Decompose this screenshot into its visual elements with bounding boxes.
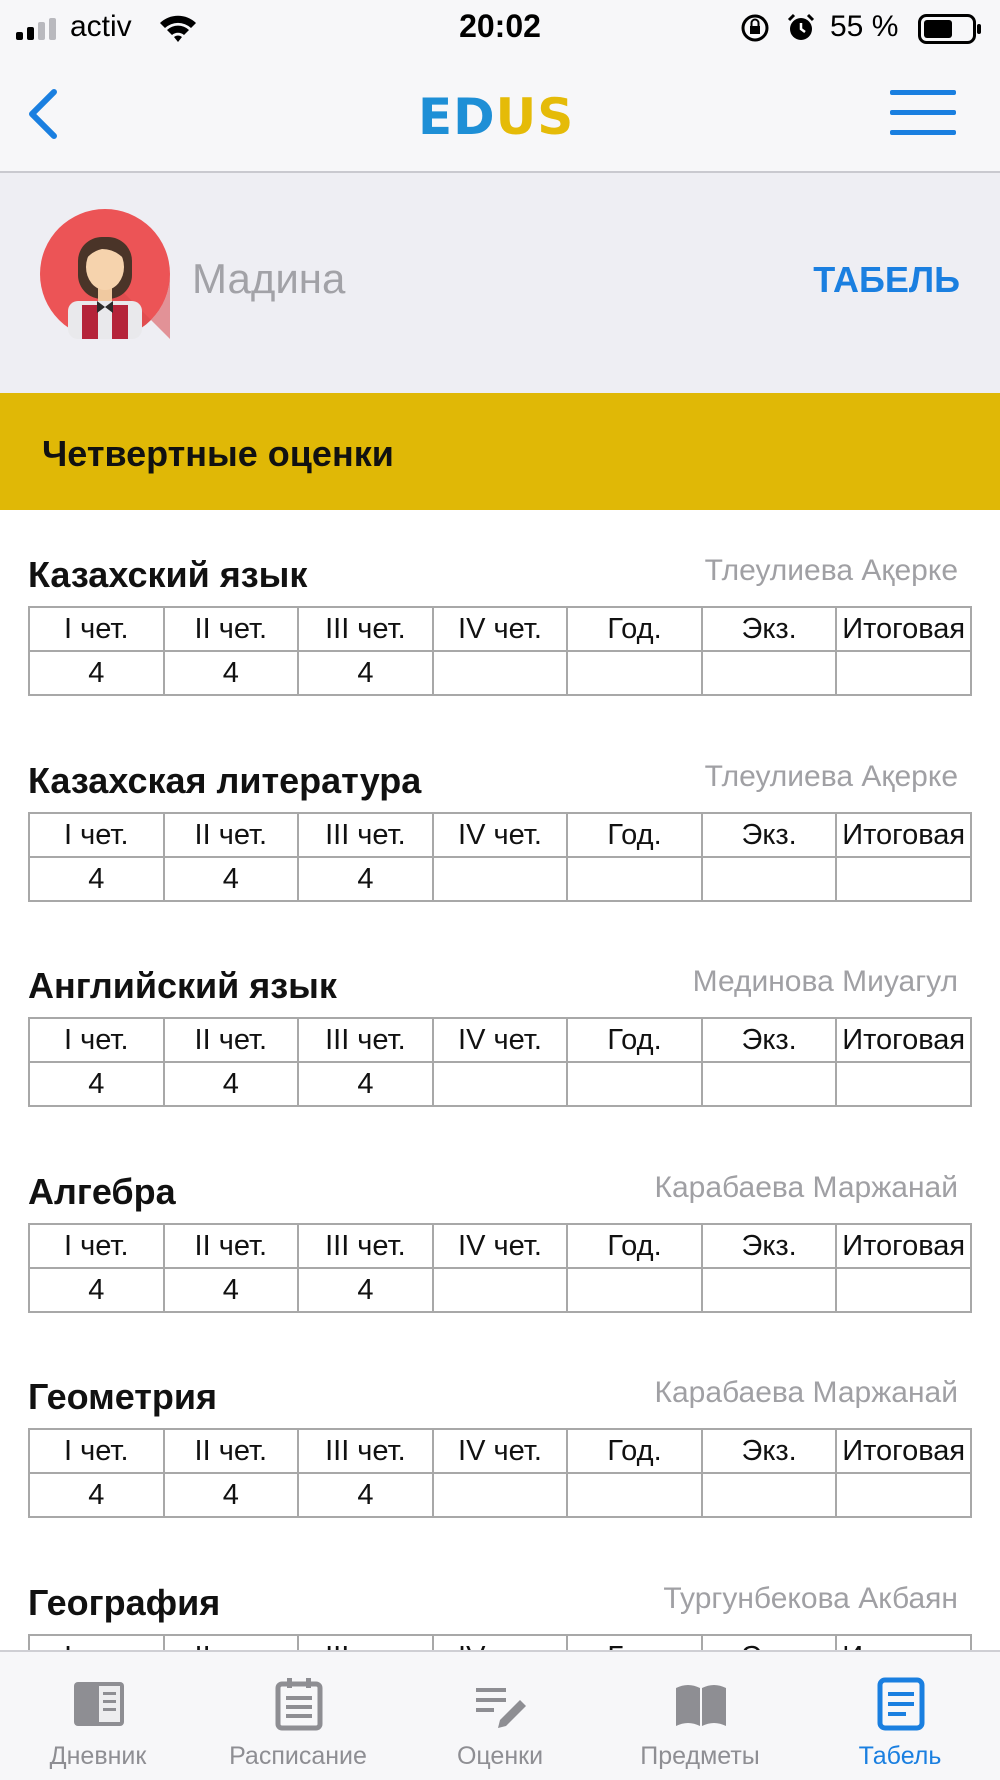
logo-text-ed: ED [418,88,496,146]
grades-table [28,1223,972,1313]
grade-cell [836,1473,971,1517]
tab-schedule[interactable] [208,1652,388,1780]
grade-cell: 4 [164,857,299,901]
grades-values-row [29,857,971,901]
back-button[interactable] [22,84,66,144]
grade-cell: 4 [298,651,433,695]
teacher-name: Тлеулиева Ақерке [704,554,958,587]
tab-subjects[interactable] [610,1652,790,1780]
column-header: Итоговая [836,1429,971,1473]
column-header: I чет. [29,813,164,857]
teacher-name: Карабаева Маржанай [654,1171,958,1204]
column-header: II чет. [164,1018,299,1062]
grade-cell: 4 [298,1473,433,1517]
grade-cell [836,651,971,695]
grade-cell [567,1062,702,1106]
column-header: Экз. [702,1224,837,1268]
grade-cell: 4 [298,857,433,901]
grade-cell [567,1473,702,1517]
column-header: III чет. [298,1224,433,1268]
grade-cell [433,1473,568,1517]
column-header: II чет. [164,1224,299,1268]
subject-card [28,1127,972,1317]
subject-name: Казахский язык [28,554,308,595]
edus-logo [418,88,574,146]
rotation-lock-icon [740,12,770,44]
subject-name: Казахская литература [28,760,422,801]
profile-header [0,173,1000,393]
subject-card [28,716,972,906]
schedule-icon [270,1676,328,1732]
subject-card [28,510,972,700]
column-header: Экз. [702,607,837,651]
column-header: I чет. [29,1018,164,1062]
grade-cell: 4 [29,857,164,901]
teacher-name: Мединова Миуагул [692,965,958,998]
tab-grades[interactable] [410,1652,590,1780]
column-header: IV чет. [433,1224,568,1268]
tab-label: Предметы [640,1742,760,1770]
grade-cell: 4 [29,1268,164,1312]
status-bar [0,0,1000,58]
column-header: III чет. [298,607,433,651]
grade-cell: 4 [298,1268,433,1312]
section-title: Четвертные оценки [42,433,394,474]
column-header: Год. [567,607,702,651]
grade-cell [567,1268,702,1312]
diary-icon [70,1676,128,1732]
column-header: II чет. [164,813,299,857]
logo-text-s: S [537,88,575,146]
column-header: II чет. [164,1429,299,1473]
teacher-name: Тлеулиева Ақерке [704,760,958,793]
column-header: I чет. [29,1224,164,1268]
carrier-name: activ [70,10,132,43]
column-header: Год. [567,1224,702,1268]
subject-name: География [28,1582,221,1623]
grade-cell: 4 [29,1473,164,1517]
tab-label: Дневник [49,1742,147,1770]
grades-header-row [29,813,971,857]
clock: 20:02 [459,8,541,44]
grade-cell [702,1062,837,1106]
grade-cell [836,1268,971,1312]
column-header: Год. [567,813,702,857]
subject-card [28,921,972,1111]
subject-name: Алгебра [28,1171,176,1212]
student-name: Мадина [192,255,346,302]
tab-diary[interactable] [8,1652,188,1780]
tab-label: Расписание [229,1742,367,1770]
book-icon [672,1676,730,1732]
column-header: Год. [567,1429,702,1473]
battery-icon [918,14,982,44]
battery-percentage: 55 % [830,10,899,43]
column-header: III чет. [298,1429,433,1473]
column-header: Экз. [702,1429,837,1473]
grade-cell [836,857,971,901]
grade-cell [433,1268,568,1312]
column-header: Экз. [702,813,837,857]
grades-header-row [29,1018,971,1062]
tab-report-card[interactable] [810,1652,990,1780]
grade-cell: 4 [164,1062,299,1106]
grade-cell [433,651,568,695]
hamburger-menu-button[interactable] [890,86,956,140]
column-header: I чет. [29,1429,164,1473]
bottom-tab-bar [0,1650,1000,1780]
grade-cell [702,1473,837,1517]
grade-cell [433,857,568,901]
teacher-name: Тургунбекова Акбаян [663,1582,958,1615]
column-header: Итоговая [836,813,971,857]
nav-header [0,58,1000,173]
teacher-name: Карабаева Маржанай [654,1376,958,1409]
subjects-list[interactable] [0,510,1000,1650]
grade-cell [433,1062,568,1106]
column-header: Итоговая [836,1018,971,1062]
column-header: Экз. [702,1018,837,1062]
grades-header-row [29,1429,971,1473]
column-header: Итоговая [836,1224,971,1268]
grade-cell: 4 [164,1268,299,1312]
grades-values-row [29,1062,971,1106]
grades-header-row [29,607,971,651]
grade-cell [567,651,702,695]
grade-cell: 4 [29,651,164,695]
grades-icon [472,1676,530,1732]
column-header: Год. [567,1018,702,1062]
grade-cell: 4 [164,651,299,695]
column-header: IV чет. [433,813,568,857]
logo-text-u: U [495,88,538,146]
grades-header-row [29,1224,971,1268]
subject-card [28,1332,972,1522]
grades-table [28,1017,972,1107]
column-header: I чет. [29,607,164,651]
column-header: Итоговая [836,607,971,651]
column-header: II чет. [164,607,299,651]
grade-cell [836,1062,971,1106]
column-header: III чет. [298,813,433,857]
grades-values-row [29,1473,971,1517]
grades-values-row [29,651,971,695]
grade-cell: 4 [298,1062,433,1106]
grade-cell [702,1268,837,1312]
grades-table [28,606,972,696]
report-card-link[interactable]: ТАБЕЛЬ [813,259,960,300]
subject-name: Английский язык [28,965,337,1006]
grades-table [28,1428,972,1518]
grades-values-row [29,1268,971,1312]
grade-cell [567,857,702,901]
tab-label: Оценки [456,1742,544,1770]
column-header: IV чет. [433,1018,568,1062]
subject-name: Геометрия [28,1376,218,1417]
student-avatar [40,209,170,339]
column-header: IV чет. [433,1429,568,1473]
section-banner [0,393,1000,510]
grade-cell: 4 [29,1062,164,1106]
report-card-icon [872,1676,930,1732]
grades-table [28,812,972,902]
column-header: III чет. [298,1018,433,1062]
alarm-icon [786,12,816,44]
grade-cell [702,857,837,901]
grade-cell: 4 [164,1473,299,1517]
tab-label: Табель [858,1742,942,1770]
grade-cell [702,651,837,695]
column-header: IV чет. [433,607,568,651]
